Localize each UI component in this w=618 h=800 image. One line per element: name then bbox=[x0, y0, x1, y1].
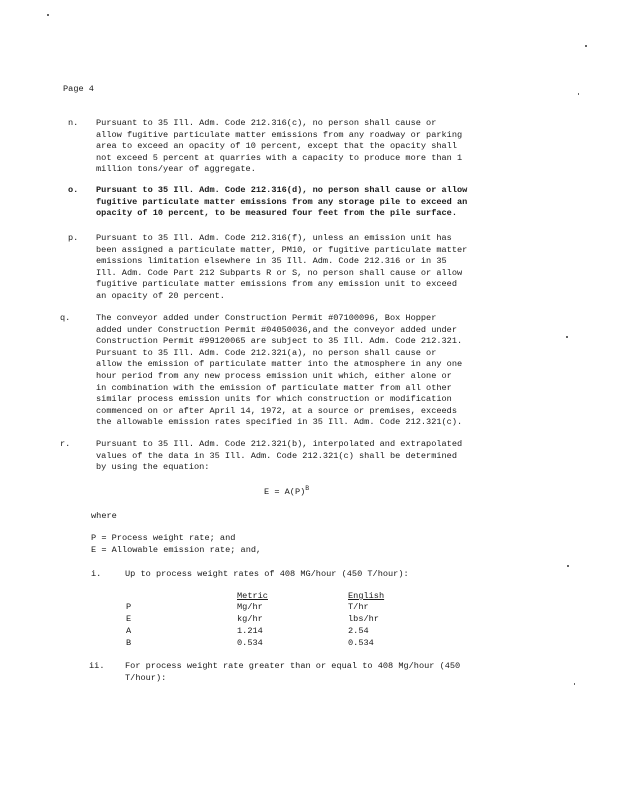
page-number: Page 4 bbox=[63, 84, 94, 94]
table-cell-metric: 0.534 bbox=[237, 638, 263, 648]
table-cell-symbol: E bbox=[126, 614, 132, 624]
paragraph-label-o: o. bbox=[68, 185, 79, 195]
item-i-text: Up to process weight rates of 408 MG/hour (450 T/hour): bbox=[125, 569, 409, 579]
paragraph-n bbox=[96, 118, 546, 176]
paragraph-line: Pursuant to 35 Ill. Adm. Code 212.316(f), unless an emission unit has bbox=[96, 233, 452, 243]
item-ii-line: T/hour): bbox=[125, 673, 167, 683]
equation-base: E = A(P) bbox=[264, 487, 306, 497]
paragraph-line: emissions limitation elsewhere in 35 Ill. Adm. Code 212.316 or in 35 bbox=[96, 256, 447, 267]
definition-p: P = Process weight rate; and bbox=[91, 533, 236, 543]
paragraph-line: Pursuant to 35 Ill. Adm. Code 212.316(d), no person shall cause or allow bbox=[96, 185, 468, 195]
paragraph-label-r: r. bbox=[60, 439, 71, 449]
definition-e: E = Allowable emission rate; and, bbox=[91, 545, 262, 555]
paragraph-label-n: n. bbox=[68, 118, 79, 128]
paragraph-o bbox=[96, 185, 546, 220]
paragraph-line: an opacity of 20 percent. bbox=[96, 290, 225, 301]
paragraph-p bbox=[96, 233, 546, 303]
paragraph-label-p: p. bbox=[68, 233, 79, 243]
table-cell-symbol: P bbox=[126, 602, 132, 612]
paragraph-q bbox=[96, 313, 546, 429]
table-cell-symbol: B bbox=[126, 638, 132, 648]
paragraph-line: Pursuant to 35 Ill. Adm. Code 212.316(c), no person shall cause or bbox=[96, 118, 437, 128]
scan-speck bbox=[585, 45, 587, 47]
paragraph-line: added under Construction Permit #04050036,and the conveyor added under bbox=[96, 324, 457, 335]
table-cell-metric: kg/hr bbox=[237, 614, 263, 624]
paragraph-line: The conveyor added under Construction Permit #07100096, Box Hopper bbox=[96, 313, 437, 323]
paragraph-line: allow the emission of particulate matter into the atmosphere in any one bbox=[96, 359, 463, 370]
scan-speck bbox=[566, 336, 568, 338]
paragraph-line: been assigned a particulate matter, PM10, or fugitive particulate matter bbox=[96, 244, 468, 255]
paragraph-label-q: q. bbox=[60, 313, 71, 323]
paragraph-line: in combination with the emission of particulate matter from all other bbox=[96, 382, 452, 393]
paragraph-line: not exceed 5 percent at quarries with a capacity to produce more than 1 bbox=[96, 152, 463, 163]
scan-speck bbox=[47, 14, 49, 16]
paragraph-line: values of the data in 35 Ill. Adm. Code 212.321(c) shall be determined bbox=[96, 450, 457, 461]
item-ii-line: For process weight rate greater than or equal to 408 Mg/hour (450 bbox=[125, 661, 461, 671]
paragraph-line: Pursuant to 35 Ill. Adm. Code 212.321(b), interpolated and extrapolated bbox=[96, 439, 463, 449]
table-header-english: English bbox=[348, 591, 385, 601]
table-cell-english: T/hr bbox=[348, 602, 369, 612]
item-i-label: i. bbox=[91, 569, 102, 579]
paragraph-line: similar process emission units for which construction or modification bbox=[96, 394, 452, 405]
paragraph-line: fugitive particulate matter emissions from any emission unit to exceed bbox=[96, 279, 457, 290]
paragraph-line: commenced on or after April 14, 1972, at a source or premises, exceeds bbox=[96, 405, 457, 416]
emission-equation bbox=[264, 487, 309, 499]
item-ii-label: ii. bbox=[89, 661, 105, 671]
scan-speck bbox=[574, 683, 575, 685]
equation-exponent: B bbox=[305, 485, 310, 493]
paragraph-line: allow fugitive particulate matter emissions from any roadway or parking bbox=[96, 129, 463, 140]
table-header-metric: Metric bbox=[237, 591, 268, 601]
paragraph-line: by using the equation: bbox=[96, 462, 210, 473]
table-cell-english: 0.534 bbox=[348, 638, 374, 648]
paragraph-r bbox=[96, 439, 546, 474]
paragraph-line: Pursuant to 35 Ill. Adm. Code 212.321(a), no person shall cause or bbox=[96, 347, 437, 358]
scan-speck bbox=[567, 565, 569, 567]
paragraph-line: million tons/year of aggregate. bbox=[96, 164, 256, 175]
table-cell-metric: 1.214 bbox=[237, 626, 263, 636]
paragraph-line: Ill. Adm. Code Part 212 Subparts R or S, no person shall cause or allow bbox=[96, 267, 463, 278]
paragraph-line: area to exceed an opacity of 10 percent, except that the opacity shall bbox=[96, 141, 457, 152]
paragraph-line: fugitive particulate matter emissions from any storage pile to exceed an bbox=[96, 196, 468, 207]
table-cell-english: 2.54 bbox=[348, 626, 369, 636]
paragraph-line: hour period from any new process emission unit which, either alone or bbox=[96, 370, 452, 381]
paragraph-line: opacity of 10 percent, to be measured four feet from the pile surface. bbox=[96, 208, 457, 219]
table-cell-metric: Mg/hr bbox=[237, 602, 263, 612]
scan-speck bbox=[578, 93, 579, 95]
table-cell-english: lbs/hr bbox=[348, 614, 379, 624]
paragraph-line: Construction Permit #99120065 are subject to 35 Ill. Adm. Code 212.321. bbox=[96, 336, 463, 347]
paragraph-line: the allowable emission rates specified in 35 Ill. Adm. Code 212.321(c). bbox=[96, 417, 463, 428]
where-label: where bbox=[91, 511, 117, 521]
table-cell-symbol: A bbox=[126, 626, 132, 636]
